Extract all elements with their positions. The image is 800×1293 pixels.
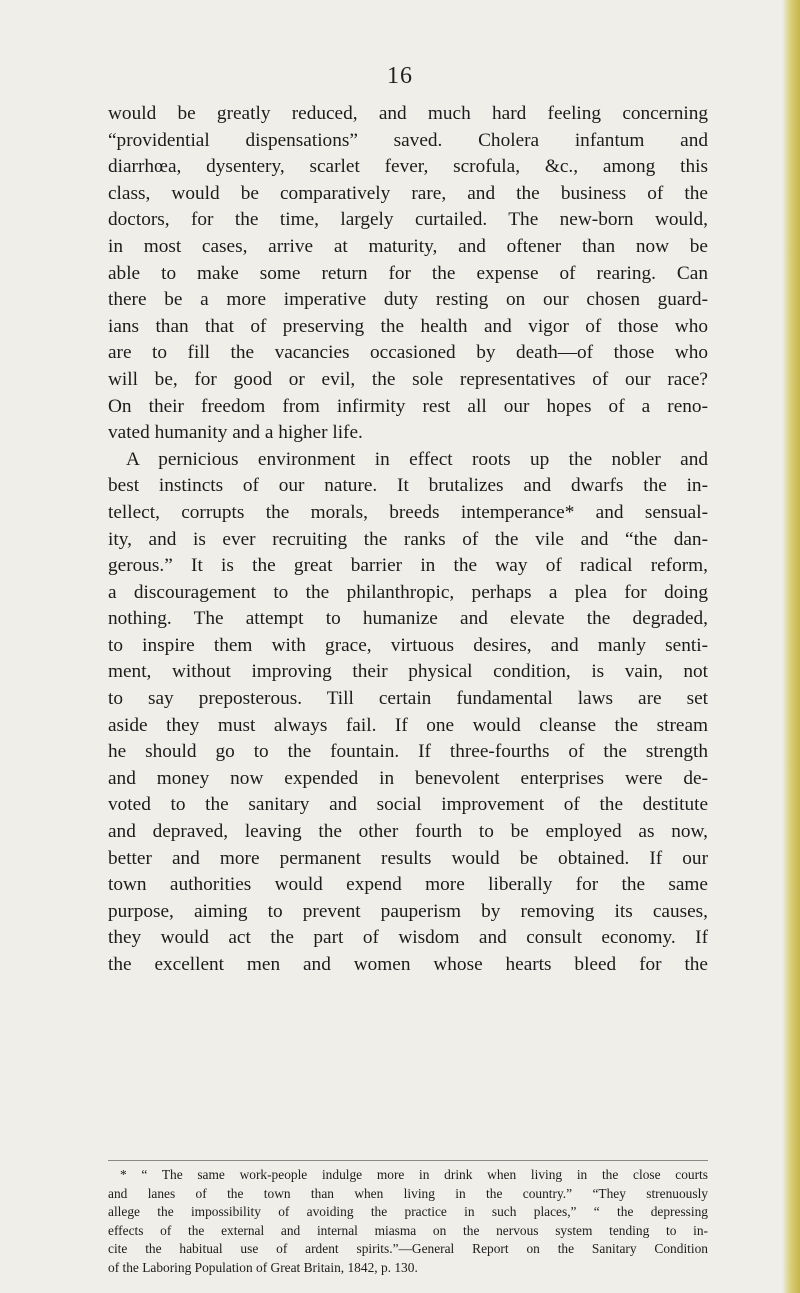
body-line: ment, without improving their physical condition, is vain, not (108, 661, 708, 683)
body-line: “providential dispensations” saved. Cholera infantum and (108, 129, 708, 151)
body-line: there be a more imperative duty resting on our chosen guard- (108, 289, 708, 311)
paragraph-end-line: vated humanity and a higher life. (108, 422, 363, 444)
footnote-line: * “ The same work-people indulge more in drink when living in the close courts (120, 1167, 708, 1182)
body-line: will be, for good or evil, the sole representatives of our race? (108, 368, 708, 390)
body-line: voted to the sanitary and social improvement of the destitute (108, 794, 708, 816)
body-line: and depraved, leaving the other fourth to be employed as now, (108, 821, 708, 843)
body-line: ity, and is ever recruiting the ranks of the vile and “the dan- (108, 528, 708, 550)
page-edge-tint (782, 0, 800, 1293)
body-line: would be greatly reduced, and much hard feeling concerning (108, 103, 708, 124)
body-line: tellect, corrupts the morals, breeds intemperance* and sensual- (108, 501, 708, 523)
body-line: town authorities would expend more liberally for the same (108, 874, 708, 896)
body-line: better and more permanent results would be obtained. If our (108, 847, 708, 869)
body-line: purpose, aiming to prevent pauperism by removing its causes, (108, 900, 708, 922)
footnote-line: and lanes of the town than when living in the country.” “They strenuously (108, 1185, 708, 1201)
body-line: aside they must always fail. If one would cleanse the stream (108, 714, 708, 736)
body-line: he should go to the fountain. If three-fourths of the strength (108, 741, 708, 763)
body-line: ians than that of preserving the health and vigor of those who (108, 315, 708, 337)
footnote-line: cite the habitual use of ardent spirits.”—General Report on the Sanitary Condition (108, 1241, 708, 1257)
body-line: gerous.” It is the great barrier in the way of radical reform, (108, 555, 708, 577)
body-line: best instincts of our nature. It brutalizes and dwarfs the in- (108, 475, 708, 497)
footnote-divider (108, 1160, 708, 1161)
body-line: class, would be comparatively rare, and the business of the (108, 182, 708, 204)
footnote (108, 1166, 708, 1278)
body-line: On their freedom from infirmity rest all our hopes of a reno- (108, 395, 708, 417)
body-line: to inspire them with grace, virtuous desires, and manly senti- (108, 634, 708, 656)
footnote-line: allege the impossibility of avoiding the practice in such places,” “ the depressing (108, 1204, 708, 1220)
body-line: the excellent men and women whose hearts bleed for the (108, 954, 708, 975)
body-line: they would act the part of wisdom and consult economy. If (108, 927, 708, 949)
body-line: are to fill the vacancies occasioned by death—of those who (108, 342, 708, 364)
footnote-citation-line: of the Laboring Population of Great Britain, 1842, p. 130. (108, 1259, 418, 1275)
body-line: to say preposterous. Till certain fundamental laws are set (108, 688, 708, 710)
body-line: a discouragement to the philanthropic, perhaps a plea for doing (108, 581, 708, 603)
body-text (108, 101, 708, 979)
paragraph-start-line: A pernicious environment in effect roots up the nobler and (126, 448, 708, 470)
page-number: 16 (387, 63, 413, 89)
body-line: diarrhœa, dysentery, scarlet fever, scrofula, &c., among this (108, 156, 708, 178)
body-line: and money now expended in benevolent enterprises were de- (108, 767, 708, 789)
body-line: in most cases, arrive at maturity, and oftener than now be (108, 235, 708, 257)
footnote-line: effects of the external and internal miasma on the nervous system tending to in- (108, 1222, 708, 1238)
body-line: doctors, for the time, largely curtailed. The new-born would, (108, 209, 708, 231)
body-line: nothing. The attempt to humanize and elevate the degraded, (108, 608, 708, 630)
body-line: able to make some return for the expense of rearing. Can (108, 262, 708, 284)
